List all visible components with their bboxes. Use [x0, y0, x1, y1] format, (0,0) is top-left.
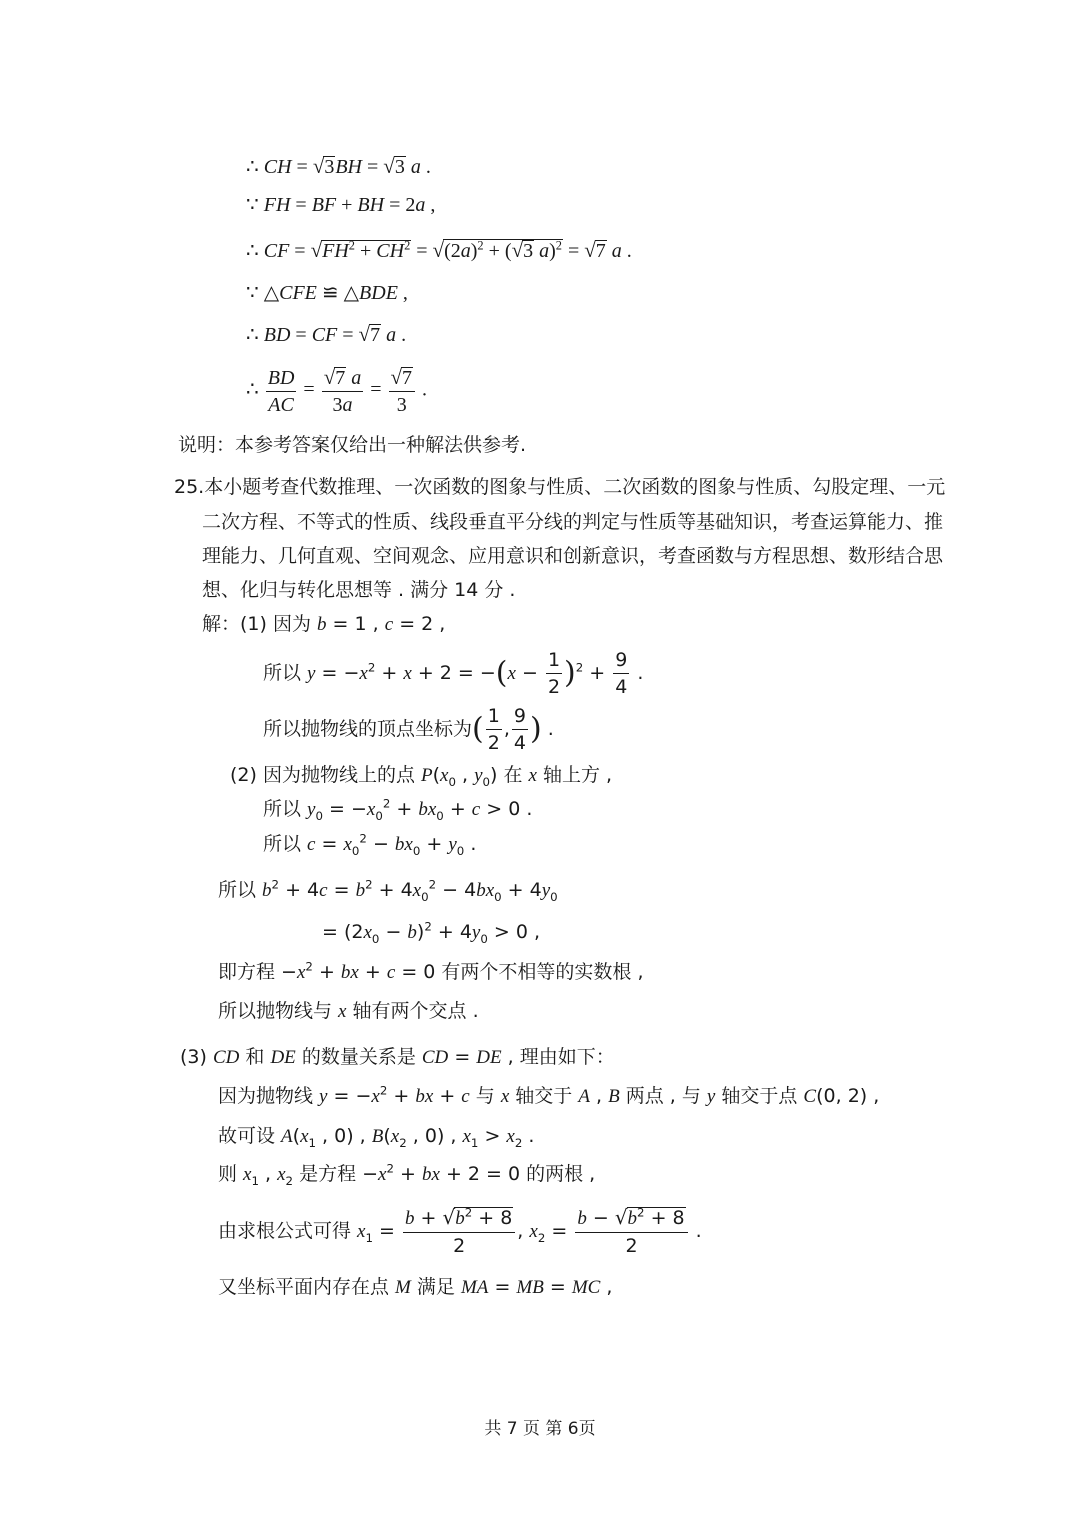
part1-head: 解：(1) 因为 b = 1 , c = 2 , — [202, 613, 446, 635]
part3-line-2: 故可设 $A(x_1$ , 0) , $B(x_2$ , 0) , $x_1 > x_2$ . — [218, 1125, 535, 1150]
part2-line-5: 即方程 $-x^2$ + bx + c = 0 有两个不相等的实数根 , — [218, 959, 644, 983]
q25-intro-line-3: 理能力、几何直观、空间观念、应用意识和创新意识，考查函数与方程思想、数形结合思 — [202, 545, 944, 567]
q25-intro-line-1 — [174, 475, 945, 499]
part3-line-4: 由求根公式可得 $x_1$ = $\frac{b + √b^2 + 8}{2}$ , $x_2$ = $\frac{b - √b^2 + 8}{2}$ . — [218, 1205, 702, 1257]
proof-line-1: ∴ CH = √3BH = √3 a . — [246, 154, 431, 178]
proof-line-6: ∴ $\frac{BD}{AC}$ = $\frac{√7 a}{3a}$ = $\frac{√7}{3}$ . — [246, 365, 428, 416]
part3-line-1: 因为抛物线 $y = -x^2$ + bx + c 与 x 轴交于 A , B 两点 , 与 y 轴交于点 C(0, 2) , — [218, 1083, 880, 1107]
part2-line-4: = $(2x_0 - b)^2 + 4y_0 > 0$ , — [322, 919, 541, 946]
part2-head: (2) 因为抛物线上的点 $P(x_0$ , $y_0$) 在 x 轴上方 , — [230, 764, 613, 789]
q25-intro-line-4: 想、化归与转化思想等 . 满分 14 分 . — [202, 579, 516, 601]
part3-head: (3) CD 和 DE 的数量关系是 CD = DE , 理由如下： — [180, 1046, 615, 1068]
proof-line-2: ∵ FH = BF + BH = 2a , — [246, 194, 436, 216]
q25-intro-line-2: 二次方程、不等式的性质、线段垂直平分线的判定与性质等基础知识，考查运算能力、推 — [202, 511, 944, 533]
part3-line-5: 又坐标平面内存在点 M 满足 MA = MB = MC , — [218, 1276, 613, 1298]
q25-intro-text-1: 本小题考查代数推理、一次函数的图象与性质、二次函数的图象与性质、勾股定理、一元 — [204, 476, 946, 498]
proof-line-5: ∴ BD = CF = √7 a . — [246, 322, 407, 346]
part2-line-6: 所以抛物线与 x 轴有两个交点 . — [218, 1000, 479, 1022]
note-text: 说明：本参考答案仅给出一种解法供参考. — [178, 434, 527, 456]
proof-line-4: ∵ △CFE ≌ △BDE , — [246, 282, 408, 304]
part1-equation: 所以 $y = -x^2 + x + 2 = -(x$ − $\frac{1}{2}$ )$^2$ + $\frac{9}{4}$ . — [263, 649, 644, 698]
page-footer: 共 7 页 第 6页 — [484, 1419, 596, 1439]
q25-number: 25. — [174, 476, 205, 498]
part2-line-3: 所以 $b^2 + 4c = b^2 + 4x_0^2 - 4bx_0 + 4y_0$ — [218, 877, 558, 904]
part3-line-3: 则 $x_1$ , $x_2$ 是方程 $-x^2$ + bx + 2 = 0 的两根 , — [218, 1161, 596, 1188]
proof-line-3: ∴ CF = $√FH^2 + CH^2 = √(2a)^2 + (√3$ a)$^2$ = √7 a . — [246, 238, 632, 262]
part2-line-2: 所以 $c = x_0^2 - bx_0 + y_0$ . — [263, 831, 477, 858]
part2-line-1: 所以 $y_0 = -x_0^2 + bx_0 + c > 0$ . — [263, 796, 533, 823]
part1-vertex: 所以抛物线的顶点坐标为( $\frac{1}{2}$ , $\frac{9}{4}$ ) . — [263, 705, 554, 754]
